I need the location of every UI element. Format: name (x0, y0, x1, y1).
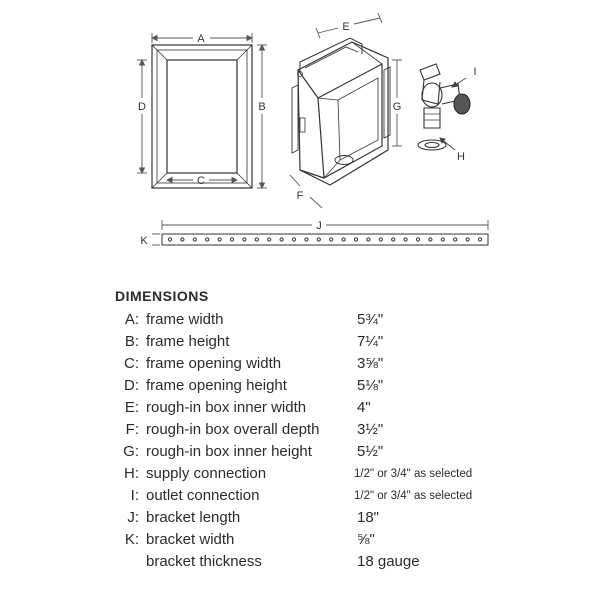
dimensions-table (115, 287, 585, 573)
bracket-hole (230, 238, 233, 241)
dimension-letter: C: (124, 355, 139, 372)
valve-drawing (418, 64, 470, 150)
bracket-hole (392, 238, 395, 241)
bracket-hole (181, 238, 184, 241)
dimension-value: ⅝" (357, 531, 375, 548)
bracket-drawing (162, 234, 488, 245)
dimension-row (115, 507, 585, 529)
callout-e: E (342, 21, 350, 33)
dimension-value: 1/2" or 3/4" as selected (354, 490, 473, 502)
dimension-f (290, 175, 322, 208)
dimension-label: bracket length (146, 509, 241, 526)
dimension-value: 4" (357, 399, 371, 416)
dimension-letter: E: (124, 399, 139, 416)
dimension-value: 18 gauge (357, 553, 420, 570)
dimension-label: frame width (146, 311, 224, 328)
dimension-row (115, 419, 585, 441)
dimension-letter: K: (124, 531, 139, 548)
dimension-row (115, 309, 585, 331)
dimension-row (115, 529, 585, 551)
dimension-label: bracket width (146, 531, 235, 548)
rough-in-box-drawing (292, 38, 390, 185)
bracket-hole (168, 238, 171, 241)
dimensions-rows (115, 309, 585, 573)
dimensions-heading: DIMENSIONS (115, 288, 209, 304)
bracket-hole (342, 238, 345, 241)
dimension-row (115, 353, 585, 375)
dimension-letter: H: (124, 465, 139, 482)
bracket-hole (305, 238, 308, 241)
bracket-hole (206, 238, 209, 241)
bracket-hole (268, 238, 271, 241)
dimension-row (115, 485, 585, 507)
dimension-label: outlet connection (146, 487, 260, 504)
dimension-value: 5¾" (357, 311, 384, 328)
callout-f: F (296, 190, 304, 202)
dimension-letter: D: (124, 377, 139, 394)
dimension-label: frame opening height (146, 377, 287, 394)
dimension-row (115, 441, 585, 463)
dimension-b (257, 45, 267, 188)
bracket-hole (441, 238, 444, 241)
bracket-hole (379, 238, 382, 241)
dimension-row (115, 331, 585, 353)
dimension-label: frame height (146, 333, 230, 350)
dimension-d (137, 60, 147, 173)
bracket-hole (429, 238, 432, 241)
bracket-hole (416, 238, 419, 241)
callout-j: J (316, 220, 322, 232)
callout-k: K (140, 235, 148, 247)
bracket-hole (292, 238, 295, 241)
frame-drawing (152, 45, 252, 188)
dimension-value: 7¼" (357, 333, 384, 350)
bracket-hole (454, 238, 457, 241)
dimension-value: 3⅝" (357, 355, 384, 372)
dimension-row (115, 397, 585, 419)
dimension-label: rough-in box overall depth (146, 421, 320, 438)
dimension-row (115, 463, 585, 485)
callout-a: A (197, 33, 205, 45)
dimension-value: 5½" (357, 443, 384, 460)
dimension-k (152, 234, 160, 245)
product-diagram (0, 0, 600, 280)
dimension-letter: G: (123, 443, 139, 460)
dimension-label: frame opening width (146, 355, 282, 372)
bracket-hole (354, 238, 357, 241)
dimension-label: rough-in box inner height (146, 443, 312, 460)
dimension-value: 5⅛" (357, 377, 384, 394)
dimension-row (115, 375, 585, 397)
dimension-value: 18" (357, 509, 380, 526)
dimension-letter: A: (124, 311, 139, 328)
dimension-label: rough-in box inner width (146, 399, 307, 416)
bracket-hole (218, 238, 221, 241)
bracket-hole (317, 238, 320, 241)
dimension-row (115, 551, 585, 573)
callout-h: H (457, 151, 465, 163)
bracket-hole (367, 238, 370, 241)
dimension-letter: I: (130, 487, 139, 504)
callout-c: C (197, 175, 205, 187)
dimension-j (162, 220, 488, 230)
bracket-hole (280, 238, 283, 241)
callout-b: B (258, 101, 266, 113)
bracket-hole (478, 238, 481, 241)
bracket-hole (243, 238, 246, 241)
bracket-hole (255, 238, 258, 241)
dimension-letter: B: (124, 333, 139, 350)
bracket-hole (466, 238, 469, 241)
dimension-value: 3½" (357, 421, 384, 438)
dimension-label: supply connection (146, 465, 267, 482)
callout-d: D (138, 101, 146, 113)
dimension-letter: F: (125, 421, 139, 438)
dimension-label: bracket thickness (146, 553, 262, 570)
callout-g: G (392, 101, 402, 113)
bracket-hole (193, 238, 196, 241)
callout-i: I (473, 66, 477, 78)
dimension-letter: J: (127, 509, 139, 526)
dimension-value: 1/2" or 3/4" as selected (354, 468, 473, 480)
bracket-hole (330, 238, 333, 241)
bracket-hole (404, 238, 407, 241)
